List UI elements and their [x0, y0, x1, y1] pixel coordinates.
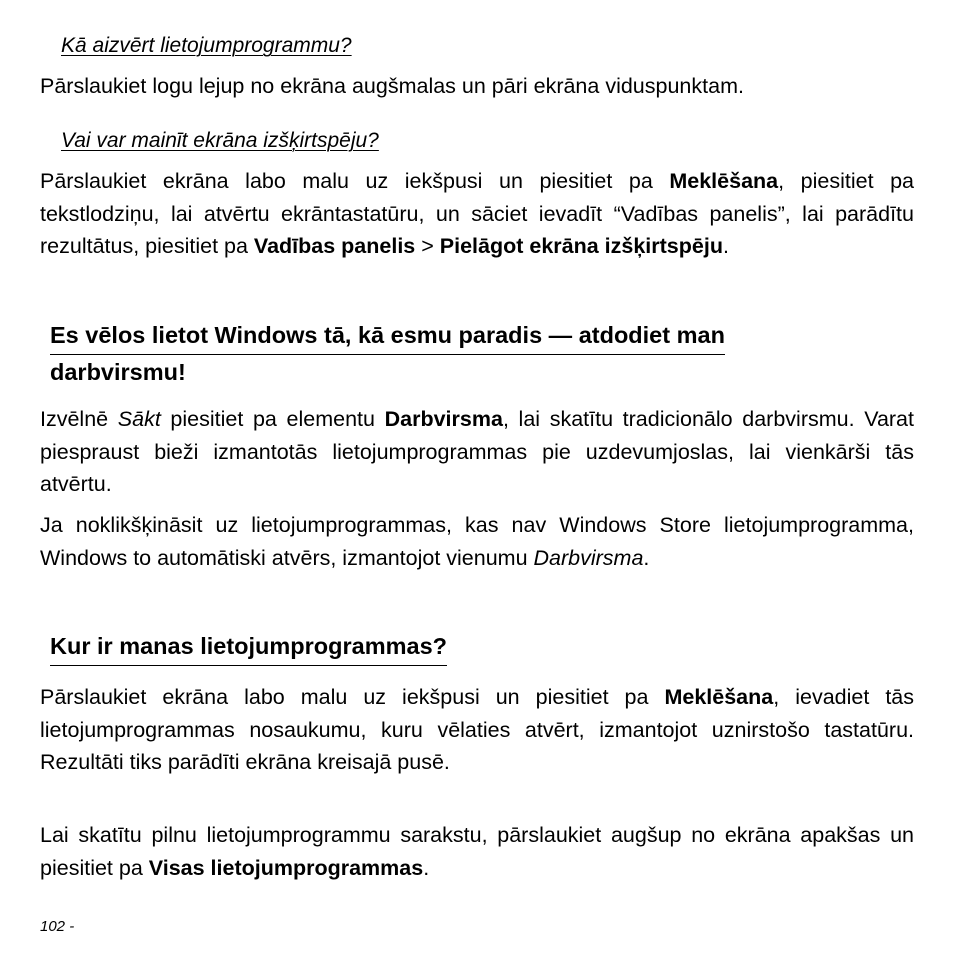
paragraph-text: piesitiet pa elementu — [160, 407, 385, 431]
paragraph-apps-search — [40, 681, 914, 779]
faq-question-resolution: Vai var mainīt ekrāna izšķirtspēju? — [61, 129, 379, 152]
ui-term-search: Meklēšana — [664, 685, 774, 709]
paragraph-apps-all — [40, 819, 914, 884]
paragraph-desktop-start — [40, 403, 914, 501]
answer-text: > — [415, 234, 440, 258]
faq-answer-resolution — [40, 165, 914, 263]
paragraph-text: Izvēlnē — [40, 407, 118, 431]
heading-line: Es vēlos lietot Windows tā, kā esmu paradis — atdodiet man — [50, 318, 725, 355]
section-heading-desktop — [50, 318, 725, 391]
faq-answer-close-app: Pārslaukiet logu lejup no ekrāna augšmalas un pāri ekrāna viduspunktam. — [40, 74, 744, 98]
answer-text: . — [722, 234, 729, 258]
answer-text: , piesitiet pa tekstlodziņu, lai atvērtu ekrāntastatūru, un sāciet ievadīt “Vadības panelis”, lai parādītu rezultātus, piesitiet pa — [40, 169, 915, 258]
paragraph-text: Ja noklikšķināsit uz lietojumprogrammas, kas nav Windows Store lietojumprogramma, Windows to automātiski atvērs, izmantojot vienumu — [40, 513, 914, 570]
ui-term-search: Meklēšana — [669, 169, 779, 193]
paragraph-text: . — [643, 545, 650, 570]
page-number: 102 - — [40, 918, 75, 935]
ui-term-control-panel: Vadības panelis — [253, 234, 416, 258]
paragraph-desktop-apps — [40, 509, 914, 574]
heading-line: Kur ir manas lietojumprogrammas? — [50, 629, 447, 666]
paragraph-text: , ievadiet tās lietojumprogrammas nosaukumu, kuru vēlaties atvērt, izmantojot uznirstošo tastatūru. Rezultāti tiks parādīti ekrāna kreisajā pusē. — [40, 685, 914, 774]
paragraph-text: Pārslaukiet ekrāna labo malu uz iekšpusi un piesitiet pa — [40, 685, 665, 709]
ui-term-desktop: Darbvirsma — [533, 545, 644, 570]
answer-text: Pārslaukiet ekrāna labo malu uz iekšpusi un piesitiet pa — [40, 169, 670, 193]
section-heading-apps — [50, 629, 447, 668]
ui-term-all-apps: Visas lietojumprogrammas — [148, 855, 424, 880]
paragraph-text: Lai skatītu pilnu lietojumprogrammu sarakstu, pārslaukiet augšup no ekrāna apakšas un piesitiet pa — [40, 823, 914, 880]
ui-term-start: Sākt — [117, 407, 161, 431]
ui-term-adjust-resolution: Pielāgot ekrāna izšķirtspēju — [439, 234, 723, 258]
paragraph-text: , lai skatītu tradicionālo darbvirsmu. Varat piespraust bieži izmantotās lietojumprogrammas pie uzdevumjoslas, lai vienkārši tās atvērtu. — [40, 407, 914, 496]
ui-term-desktop: Darbvirsma — [384, 407, 503, 431]
faq-question-close-app: Kā aizvērt lietojumprogrammu? — [61, 34, 352, 57]
heading-line: darbvirsmu! — [50, 359, 186, 385]
paragraph-text: . — [423, 855, 430, 880]
